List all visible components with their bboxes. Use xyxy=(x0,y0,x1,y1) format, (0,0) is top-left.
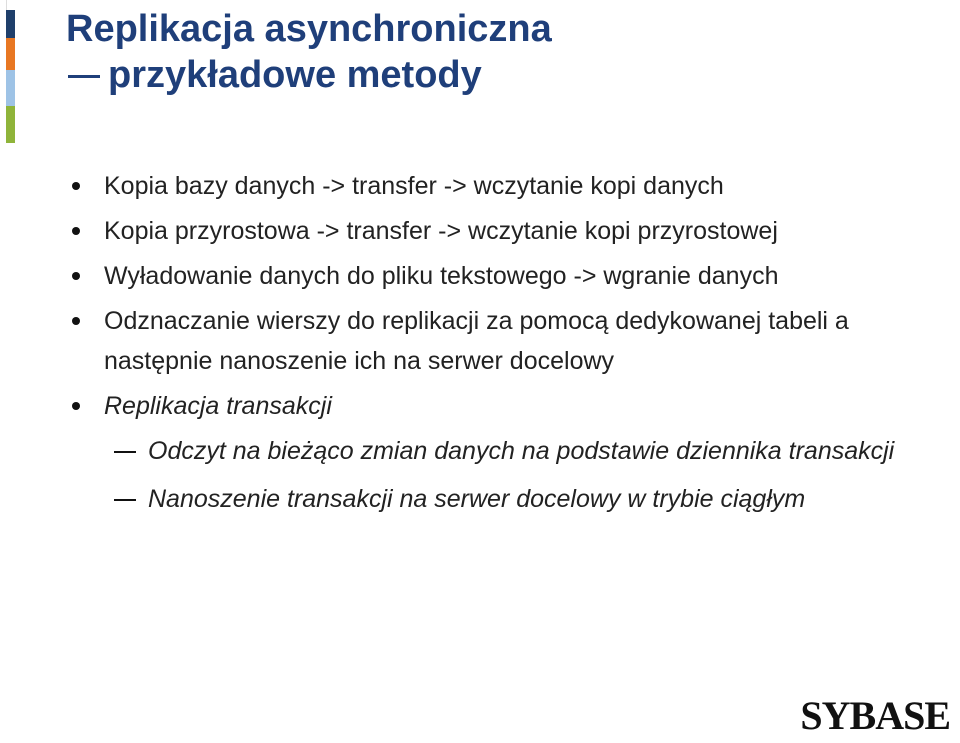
sub-bullet-text: Nanoszenie transakcji na serwer docelowy w trybie ciągłym xyxy=(148,485,806,513)
bullet-item xyxy=(64,211,944,251)
title-line-2-wrapper xyxy=(66,52,552,98)
sub-bullet-item xyxy=(64,431,918,471)
slide-content xyxy=(64,166,944,527)
bullet-item xyxy=(64,386,944,426)
bullet-item xyxy=(64,166,944,206)
accent-segment-green xyxy=(6,106,15,143)
accent-segment-orange xyxy=(6,38,15,70)
bullet-icon xyxy=(72,317,80,325)
bullet-icon xyxy=(72,182,80,190)
bullet-icon xyxy=(72,272,80,280)
bullet-icon xyxy=(72,227,80,235)
sub-bullet-item xyxy=(64,479,848,519)
accent-segment-lightblue xyxy=(6,70,15,106)
slide-title xyxy=(66,6,552,98)
logo-text: SYBASE xyxy=(800,693,950,738)
bullet-item xyxy=(64,301,924,381)
bullet-icon xyxy=(72,402,80,410)
sybase-logo xyxy=(800,692,950,739)
bullet-text: Kopia przyrostowa -> transfer -> wczytanie kopi przyrostowej xyxy=(104,217,778,245)
dash-icon xyxy=(114,451,136,453)
title-line-1: Replikacja asynchroniczna xyxy=(66,8,552,50)
title-line-2: przykładowe metody xyxy=(108,54,482,96)
sub-bullet-text: Odczyt na bieżąco zmian danych na podstawie dziennika transakcji xyxy=(148,437,895,465)
title-dash xyxy=(68,75,100,78)
accent-bar xyxy=(0,0,16,143)
accent-segment-navy xyxy=(6,10,15,38)
bullet-text: Odznaczanie wierszy do replikacji za pomocą dedykowanej tabeli a następnie nanoszenie ich na serwer docelowy xyxy=(104,307,849,375)
bullet-text: Replikacja transakcji xyxy=(104,392,332,420)
accent-segment-white xyxy=(6,0,16,10)
dash-icon xyxy=(114,499,136,501)
bullet-item xyxy=(64,256,944,296)
bullet-text: Wyładowanie danych do pliku tekstowego -> wgranie danych xyxy=(104,262,779,290)
bullet-text: Kopia bazy danych -> transfer -> wczytanie kopi danych xyxy=(104,172,724,200)
